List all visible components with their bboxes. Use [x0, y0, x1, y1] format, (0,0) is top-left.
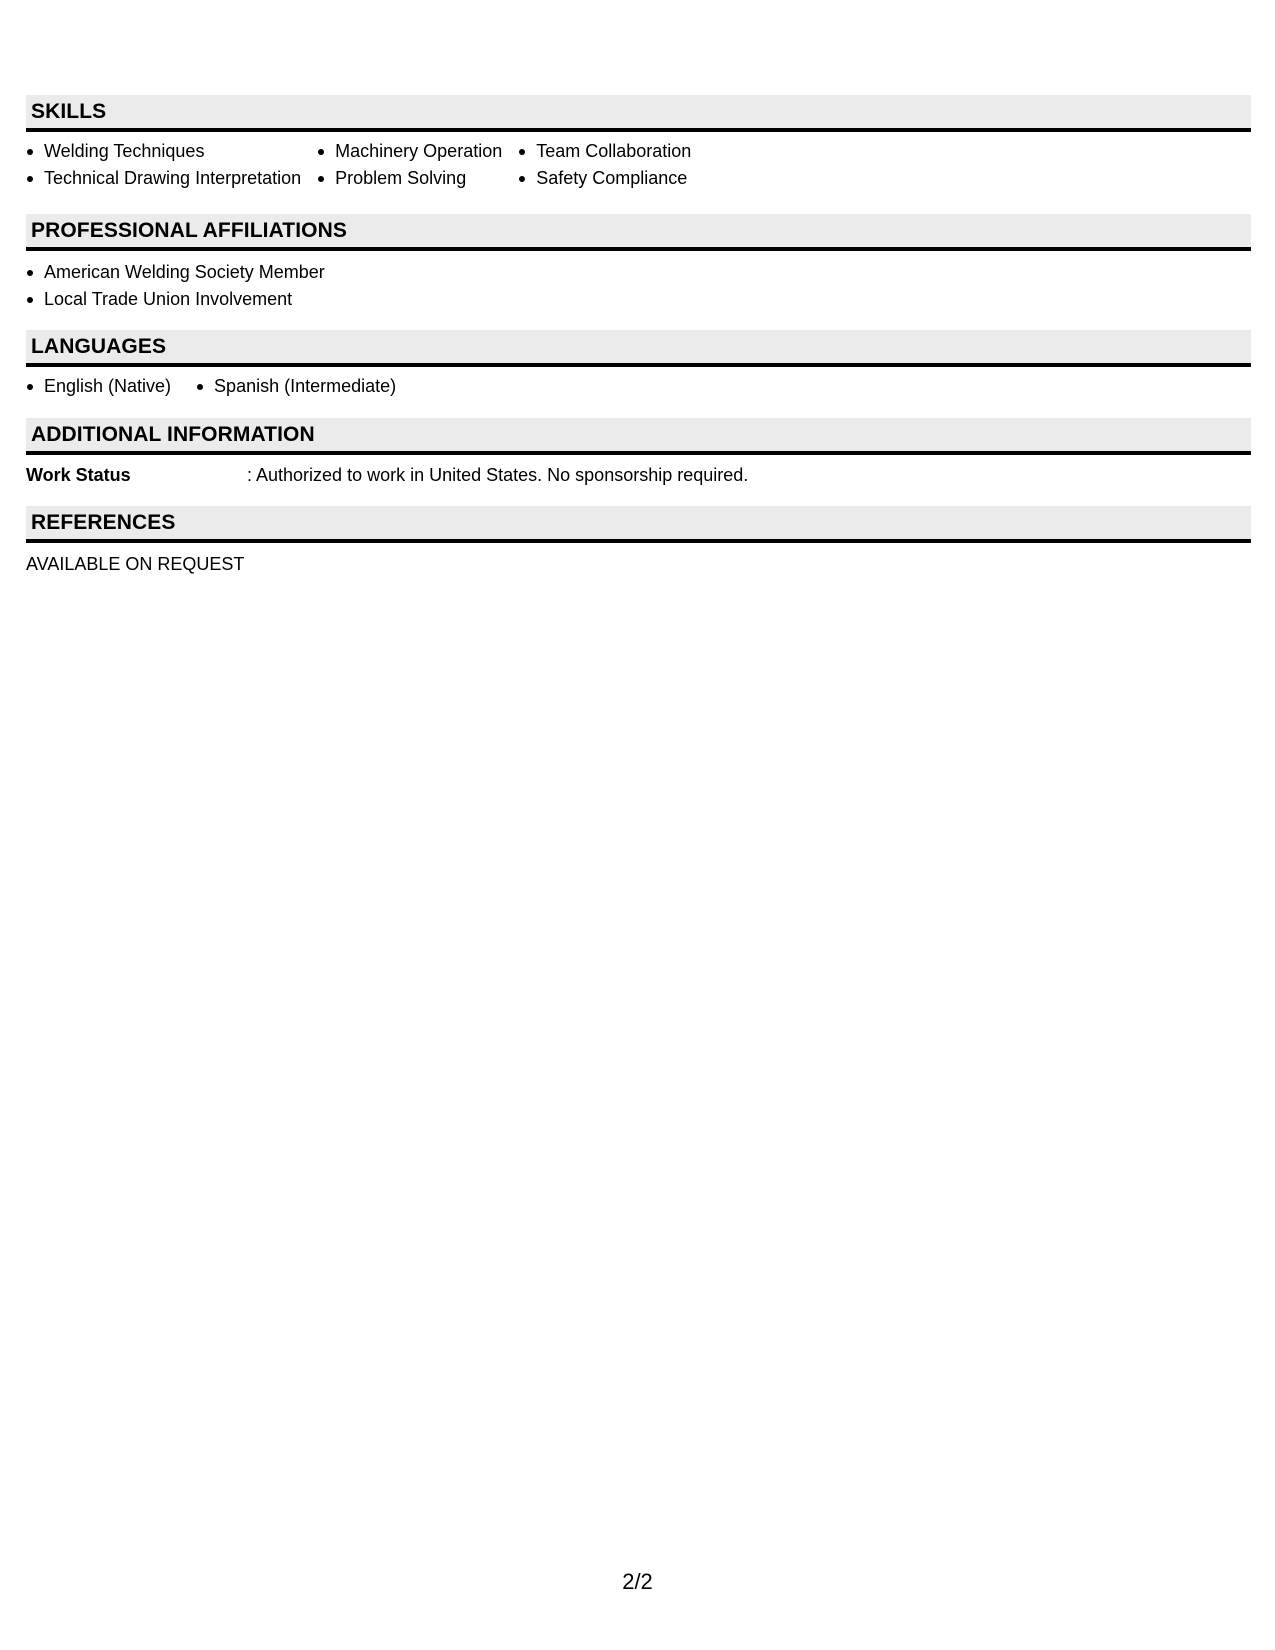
language-item: English (Native): [26, 373, 171, 400]
languages-list: [26, 373, 1251, 400]
skills-column: [317, 138, 502, 192]
skills-section: [26, 95, 1251, 214]
skills-header: [26, 95, 1251, 132]
affiliations-header: [26, 214, 1251, 251]
additional-info-header: [26, 418, 1251, 455]
section-title: LANGUAGES: [31, 334, 167, 358]
section-title: ADDITIONAL INFORMATION: [31, 422, 315, 446]
skill-item: Technical Drawing Interpretation: [26, 165, 301, 192]
skill-item: Safety Compliance: [518, 165, 691, 192]
work-status-row: [26, 463, 1251, 487]
work-status-value: : Authorized to work in United States. No sponsorship required.: [247, 465, 749, 485]
references-header: [26, 506, 1251, 543]
affiliation-item: Local Trade Union Involvement: [26, 286, 1251, 313]
affiliation-item: American Welding Society Member: [26, 259, 1251, 286]
skill-item: Welding Techniques: [26, 138, 301, 165]
additional-info-section: [26, 418, 1251, 506]
skills-column: [518, 138, 691, 192]
section-title: REFERENCES: [31, 510, 176, 534]
skill-item: Machinery Operation: [317, 138, 502, 165]
language-item: Spanish (Intermediate): [196, 373, 396, 400]
work-status-label: Work Status: [26, 465, 131, 485]
references-section: [26, 506, 1251, 576]
section-title: PROFESSIONAL AFFILIATIONS: [31, 218, 347, 242]
skills-grid: [26, 138, 1251, 192]
affiliations-list: [26, 259, 1251, 313]
skill-item: Team Collaboration: [518, 138, 691, 165]
page-number: 2/2: [622, 1569, 653, 1594]
skills-column: [26, 138, 301, 192]
references-text: AVAILABLE ON REQUEST: [26, 554, 245, 574]
affiliations-section: [26, 214, 1251, 330]
skill-item: Problem Solving: [317, 165, 502, 192]
languages-header: [26, 330, 1251, 367]
languages-section: [26, 330, 1251, 418]
resume-page-content: [26, 95, 1251, 576]
section-title: SKILLS: [31, 99, 107, 123]
